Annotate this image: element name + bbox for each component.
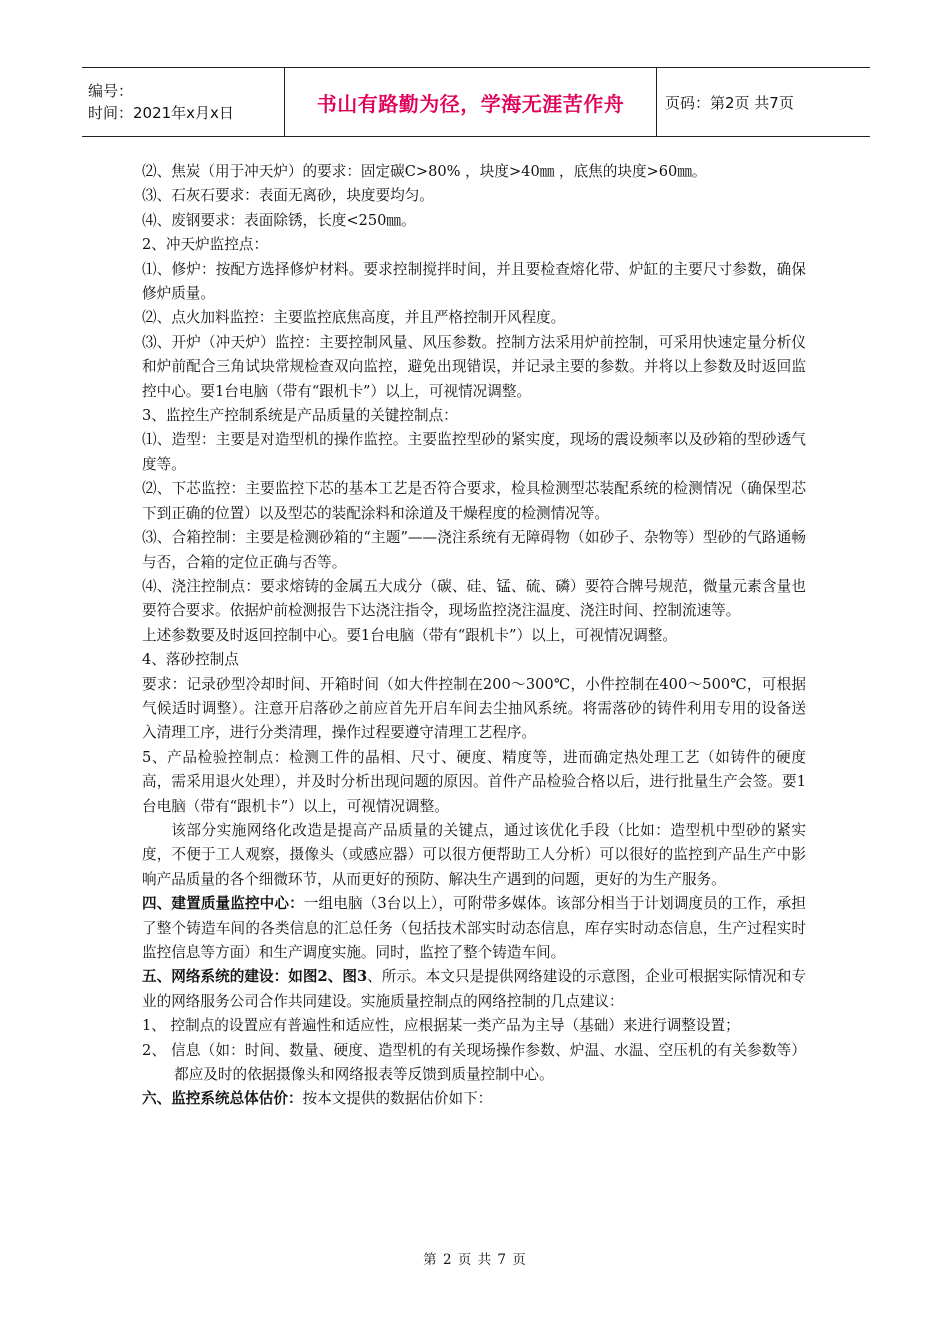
paragraph-text: ⑶、开炉（冲天炉）监控：主要控制风量、风压参数。控制方法采用炉前控制，可采用快速定量分析仪和炉前配合三角试块常规检查双向监控，避免出现错误，并记录主要的参数。并将以上参数及时返回监控中心。要1台电脑（带有“跟机卡”）以上，可视情况调整。 [142,333,806,400]
paragraph [142,819,806,892]
paragraph-text: ⑴、修炉：按配方选择修炉材料。要求控制搅拌时间，并且要检查熔化带、炉缸的主要尺寸参数，确保修炉质量。 [142,260,806,303]
header-meta [82,68,285,136]
document-number: 编号： [88,82,134,100]
paragraph-text: 上述参数要及时返回控制中心。要1台电脑（带有“跟机卡”）以上，可视情况调整。 [142,626,677,644]
paragraph [142,404,806,428]
section-heading: 六、监控系统总体估价： [142,1090,303,1108]
paragraph [142,331,806,404]
paragraph-text: ⑵、焦炭（用于冲天炉）的要求：固定碳C>80% ，块度>40㎜ ，底焦的块度>60㎜。 [142,163,707,180]
document-time: 时间：2021年x月x日 [88,104,234,122]
paragraph [142,892,806,965]
paragraph-text: ⑴、造型：主要是对造型机的操作监控。主要监控型砂的紧实度，现场的震设频率以及砂箱的型砂透气度等。 [142,431,806,473]
paragraph-text: 1、 控制点的设置应有普遍性和适应性，应根据某一类产品为主导（基础）来进行调整设置； [142,1017,740,1035]
page-header [82,67,870,137]
paragraph [142,258,806,307]
motto-text: 书山有路勤为径，学海无涯苦作舟 [316,91,625,116]
document-body [142,160,806,1112]
paragraph [142,184,806,208]
paragraph [142,160,806,184]
paragraph-text: 2、 信息（如：时间、数量、硬度、造型机的有关现场操作参数、炉温、水温、空压机的有关参数等）都应及时的依据摄像头和网络报表等反馈到质量控制中心。 [142,1041,806,1084]
paragraph-text: 该部分实施网络化改造是提高产品质量的关键点，通过该优化手段（比如：造型机中型砂的紧实度，不便于工人观察，摄像头（或感应器）可以很方便帮助工人分析）可以很好的监控到产品生产中影响产品质量的各个细微环节，从而更好的预防、解决生产遇到的问题，更好的为生产服务。 [142,821,806,888]
section-heading: 五、网络系统的建设：如图2、图3 [142,968,368,986]
paragraph-text: 一组电脑（3台以上），可附带多媒体。该部分相当于计划调度员的工作，承担了整个铸造车间的各类信息的汇总任务（包括技术部实时动态信息，库存实时动态信息，生产过程实时监控信息等方面）和生产调度实施。同时，监控了整个铸造车间。 [142,895,806,961]
paragraph [142,648,806,672]
paragraph [142,746,806,819]
paragraph-text: 4、落砂控制点 [142,651,239,669]
paragraph-text: 按本文提供的数据估价如下： [302,1090,493,1108]
paragraph [142,526,806,575]
paragraph [142,965,806,1014]
paragraph-text: ⑵、下芯监控：主要监控下芯的基本工艺是否符合要求，检具检测型芯装配系统的检测情况（确保型芯下到正确的位置）以及型芯的装配涂料和涂道及干燥程度的检测情况等。 [142,480,806,522]
paragraph-text: 2、冲天炉监控点： [142,236,269,254]
page-number-label: 页码：第2页 共7页 [665,93,794,112]
paragraph-text: ⑶、合箱控制：主要是检测砂箱的“主题”——浇注系统有无障碍物（如砂子、杂物等）型砂的气路通畅与否，合箱的定位正确与否等。 [142,529,806,571]
paragraph-text: ⑷、废钢要求：表面除锈，长度<250㎜。 [142,211,416,229]
paragraph-text: 要求：记录砂型冷却时间、开箱时间（如大件控制在200～300℃，小件控制在400～500℃，可根据气候适时调整）。注意开启落砂之前应首先开启车间去尘抽风系统。将需落砂的铸件利用专用的设备送入清理工序，进行分类清理，操作过程要遵守清理工艺程序。 [142,675,806,742]
paragraph-text: 5、产品检验控制点：检测工件的晶相、尺寸、硬度、精度等，进而确定热处理工艺（如铸件的硬度高，需采用退火处理），并及时分析出现问题的原因。首件产品检验合格以后，进行批量生产会签。要1台电脑（带有“跟机卡”）以上，可视情况调整。 [142,748,806,815]
page-footer: 第 2 页 共 7 页 [423,1252,527,1268]
paragraph-text: 3、监控生产控制系统是产品质量的关键控制点： [142,407,458,425]
section-heading: 四、建置质量监控中心： [142,895,304,913]
paragraph-text: 、所示。本文只是提供网络建设的示意图，企业可根据实际情况和专业的网络服务公司合作共同建设。实施质量控制点的网络控制的几点建议： [142,968,806,1010]
header-motto [285,68,657,136]
header-page-info [657,68,870,136]
paragraph [142,1014,806,1038]
paragraph-text: ⑷、浇注控制点：要求熔铸的金属五大成分（碳、硅、锰、硫、磷）要符合牌号规范，微量元素含量也要符合要求。依据炉前检测报告下达浇注指令，现场监控浇注温度、浇注时间、控制流速等。 [142,577,806,620]
paragraph [142,624,806,648]
paragraph [142,575,806,624]
paragraph-text: ⑶、石灰石要求：表面无离砂，块度要均匀。 [142,187,434,205]
paragraph [142,1039,806,1088]
paragraph [142,233,806,257]
paragraph [142,673,806,746]
paragraph-text: ⑵、点火加料监控：主要监控底焦高度，并且严格控制开风程度。 [142,309,566,327]
paragraph [142,1087,806,1111]
paragraph [142,428,806,477]
paragraph [142,209,806,233]
paragraph [142,477,806,526]
paragraph [142,306,806,330]
